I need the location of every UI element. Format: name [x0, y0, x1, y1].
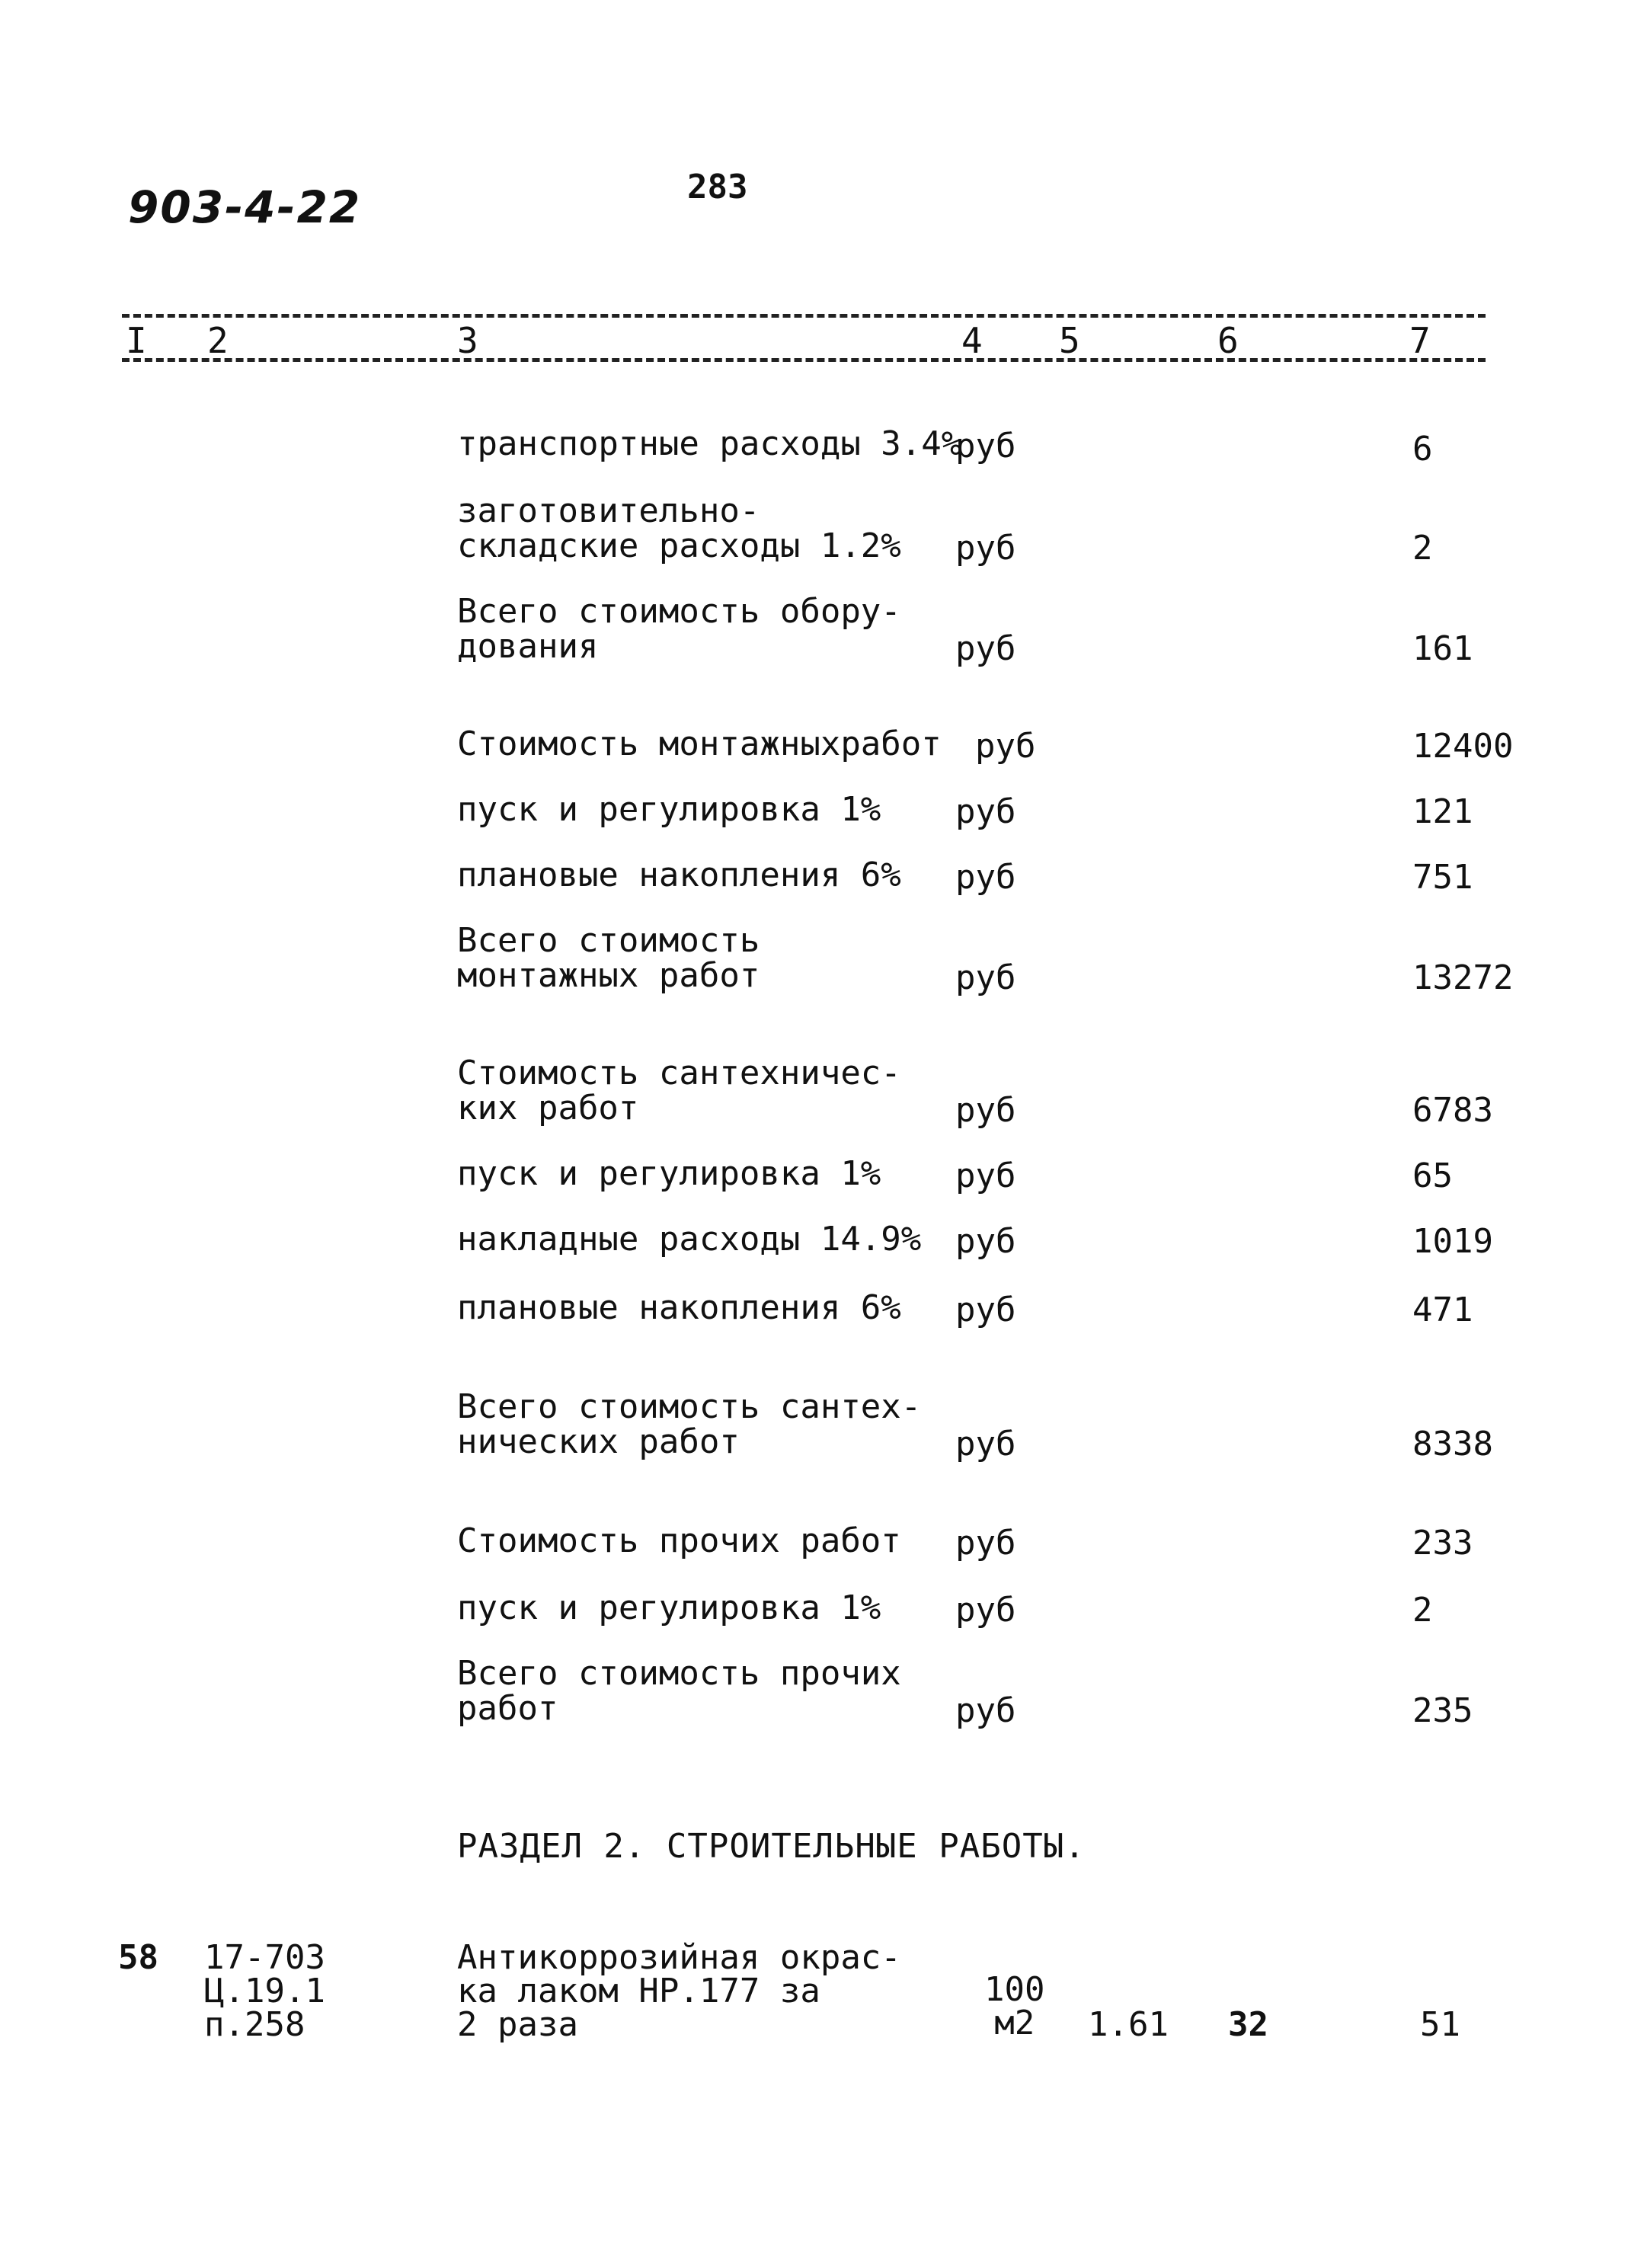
- row-label: плановые накопления 6%: [457, 1288, 901, 1327]
- row-unit: руб: [955, 1091, 1016, 1130]
- item-total: 51: [1420, 2005, 1460, 2044]
- row-unit: руб: [955, 1291, 1016, 1329]
- row-unit: руб: [955, 1691, 1016, 1730]
- column-header-1: I: [126, 320, 147, 361]
- row-value: 121: [1412, 792, 1473, 831]
- row-value: 13272: [1412, 958, 1514, 997]
- column-header-4: 4: [961, 320, 983, 361]
- row-value: 1019: [1412, 1222, 1493, 1261]
- row-value: 65: [1412, 1156, 1453, 1195]
- row-value: 751: [1412, 858, 1473, 897]
- item-number: 58: [118, 1938, 158, 1977]
- column-header-7: 7: [1409, 320, 1431, 361]
- item-description: Антикоррозийная окрас- ка лаком НР.177 за 2 раза: [457, 1938, 901, 2044]
- item-quantity: 1.61: [1088, 2005, 1169, 2044]
- row-unit: руб: [955, 1156, 1016, 1195]
- row-label: плановые накопления 6%: [457, 856, 901, 894]
- header-divider-bottom: [122, 358, 1486, 362]
- item-unit: 100 м2: [984, 1970, 1045, 2042]
- row-value: 2: [1412, 529, 1433, 568]
- row-value: 6: [1412, 430, 1433, 469]
- row-label: Всего стоимость монтажных работ: [457, 921, 760, 995]
- row-unit: руб: [975, 727, 1036, 766]
- row-label: Всего стоимость прочих работ: [457, 1654, 901, 1728]
- row-value: 233: [1412, 1524, 1473, 1563]
- row-unit: руб: [955, 792, 1016, 831]
- row-label: Стоимость прочих работ: [457, 1521, 901, 1560]
- row-unit: руб: [955, 629, 1016, 668]
- row-unit: руб: [955, 1222, 1016, 1261]
- item-code: 17-703 Ц.19.1 п.258: [204, 1938, 325, 2044]
- row-label: пуск и регулировка 1%: [457, 1154, 881, 1193]
- row-value: 2: [1412, 1591, 1433, 1630]
- item-price: 32: [1228, 2005, 1268, 2044]
- page-number: 283: [687, 168, 748, 206]
- row-unit: руб: [955, 1591, 1016, 1630]
- row-label: заготовительно- складские расходы 1.2%: [457, 491, 901, 565]
- row-value: 471: [1412, 1291, 1473, 1329]
- row-label: пуск и регулировка 1%: [457, 1588, 881, 1627]
- column-header-3: 3: [457, 320, 478, 361]
- row-label: Стоимость монтажныхработ: [457, 725, 942, 763]
- row-value: 161: [1412, 629, 1473, 668]
- header-divider-top: [122, 314, 1486, 318]
- row-unit: руб: [955, 529, 1016, 568]
- column-header-6: 6: [1217, 320, 1239, 361]
- row-unit: руб: [955, 858, 1016, 897]
- row-value: 8338: [1412, 1425, 1493, 1463]
- row-label: Всего стоимость сантех- нических работ: [457, 1387, 922, 1461]
- document-code: 903-4-22: [128, 181, 362, 233]
- row-label: Стоимость сантехничес- ких работ: [457, 1054, 901, 1128]
- row-label: транспортные расходы 3.4%: [457, 424, 962, 463]
- row-label: накладные расходы 14.9%: [457, 1220, 922, 1259]
- row-value: 235: [1412, 1691, 1473, 1730]
- section-title: РАЗДЕЛ 2. СТРОИТЕЛЬНЫЕ РАБОТЫ.: [457, 1827, 1086, 1866]
- row-value: 12400: [1412, 727, 1514, 766]
- row-label: Всего стоимость обору- дования: [457, 592, 901, 666]
- column-header-5: 5: [1059, 320, 1080, 361]
- row-value: 6783: [1412, 1091, 1493, 1130]
- row-unit: руб: [955, 958, 1016, 997]
- row-label: пуск и регулировка 1%: [457, 790, 881, 829]
- row-unit: руб: [955, 1524, 1016, 1563]
- column-header-2: 2: [207, 320, 229, 361]
- row-unit: руб: [955, 1425, 1016, 1463]
- row-unit: руб: [955, 427, 1016, 465]
